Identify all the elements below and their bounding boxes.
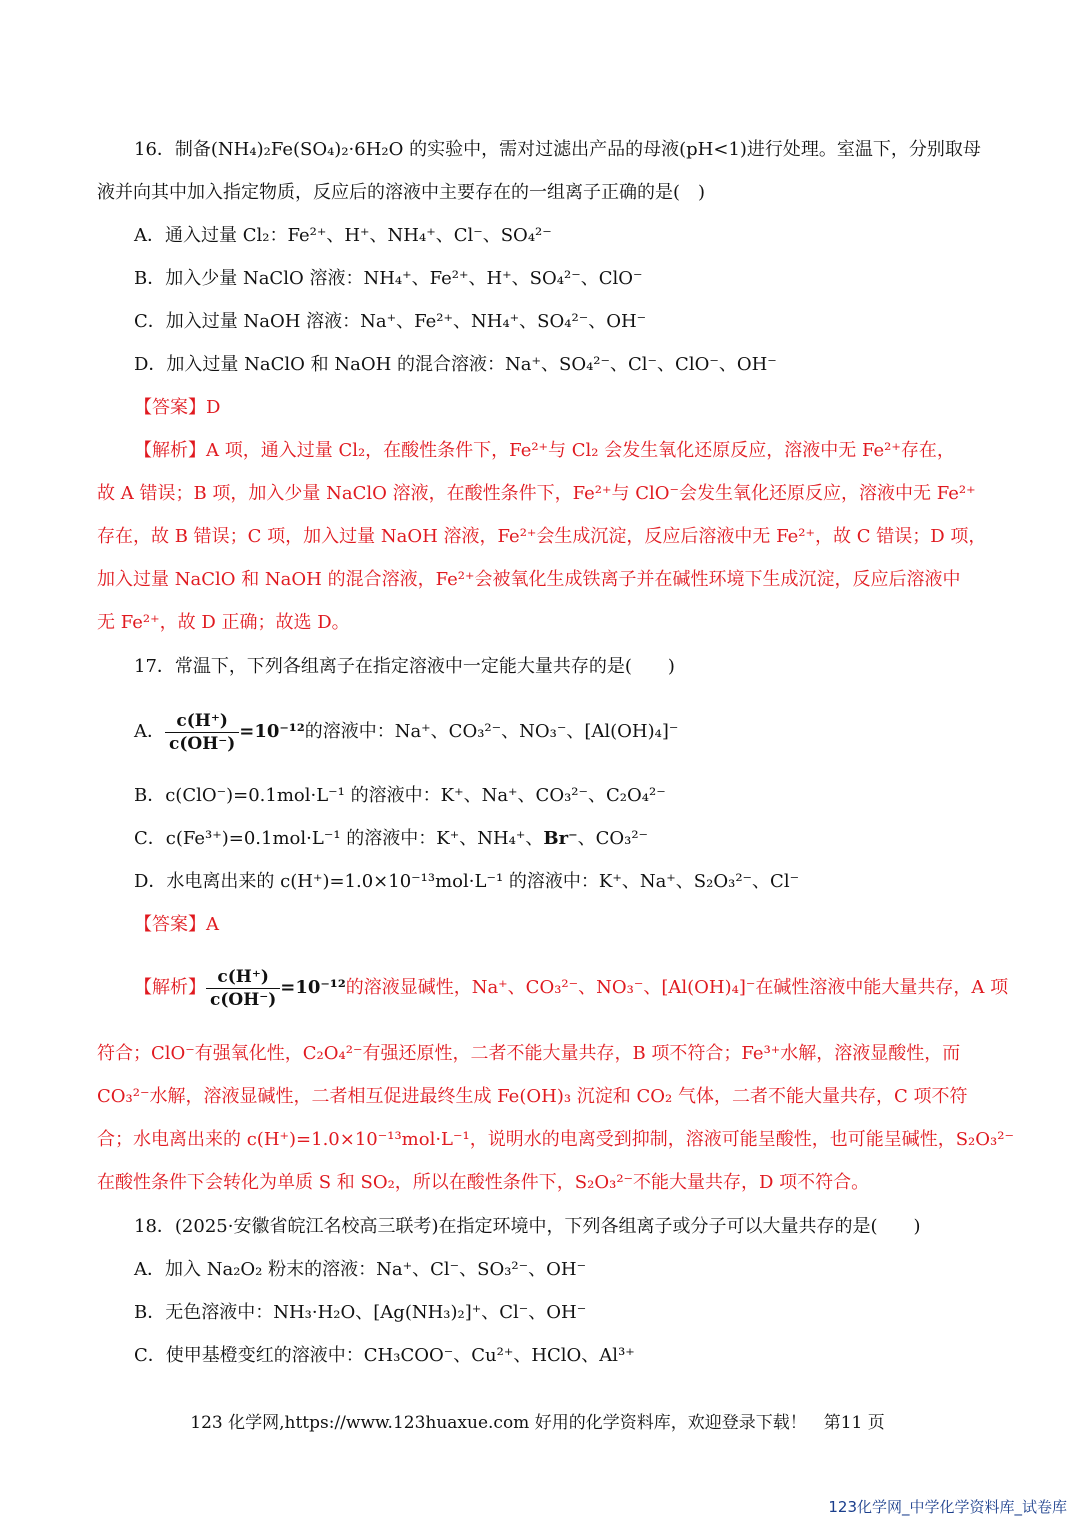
q17-explanation-line1-rest: 的溶液显碱性，Na⁺、CO₃²⁻、NO₃⁻、[Al(OH)₄]⁻在碱性溶液中能大量共存，A 项 — [345, 977, 1009, 998]
q18-option-a: A．加入 Na₂O₂ 粉末的溶液：Na⁺、Cl⁻、SO₃²⁻、OH⁻ — [134, 1259, 587, 1280]
q16-option-d: D．加入过量 NaClO 和 NaOH 的混合溶液：Na⁺、SO₄²⁻、Cl⁻、ClO⁻、OH⁻ — [134, 354, 777, 375]
q17-option-d: D．水电离出来的 c(H⁺)=1.0×10⁻¹³mol·L⁻¹ 的溶液中：K⁺、Na⁺、S₂O₃²⁻、Cl⁻ — [134, 871, 800, 892]
q17-option-c-pre: C．c(Fe³⁺)=0.1mol·L⁻¹ 的溶液中：K⁺、NH₄⁺、 — [134, 828, 544, 849]
fraction-denominator: c(OH⁻) — [169, 733, 236, 754]
fraction-equals: =10⁻¹² — [280, 977, 346, 998]
q16-stem-line2: 液并向其中加入指定物质，反应后的溶液中主要存在的一组离子正确的是( ) — [97, 182, 706, 203]
q16-explanation-line1: 【解析】A 项，通入过量 Cl₂，在酸性条件下，Fe²⁺与 Cl₂ 会发生氧化还原反应，溶液中无 Fe²⁺存在， — [134, 440, 955, 461]
q17-stem: 17．常温下，下列各组离子在指定溶液中一定能大量共存的是( ) — [134, 656, 675, 677]
q16-answer: 【答案】D — [134, 397, 221, 418]
q18-option-c: C．使甲基橙变红的溶液中：CH₃COO⁻、Cu²⁺、HClO、Al³⁺ — [134, 1345, 635, 1366]
q16-option-a: A．通入过量 Cl₂：Fe²⁺、H⁺、NH₄⁺、Cl⁻、SO₄²⁻ — [134, 225, 552, 246]
q16-explanation-line2: 故 A 错误；B 项，加入少量 NaClO 溶液，在酸性条件下，Fe²⁺与 ClO⁻会发生氧化还原反应，溶液中无 Fe²⁺ — [97, 483, 976, 504]
q17-explanation-line2: 符合；ClO⁻有强氧化性，C₂O₄²⁻有强还原性，二者不能大量共存，B 项不符合；Fe³⁺水解，溶液显酸性，而 — [97, 1043, 961, 1064]
q18-option-b: B．无色溶液中：NH₃·H₂O、[Ag(NH₃)₂]⁺、Cl⁻、OH⁻ — [134, 1302, 587, 1323]
q17-option-a-rest: 的溶液中：Na⁺、CO₃²⁻、NO₃⁻、[Al(OH)₄]⁻ — [304, 721, 679, 742]
q18-stem: 18．(2025·安徽省皖江名校高三联考)在指定环境中，下列各组离子或分子可以大量共存的是( ) — [134, 1216, 921, 1237]
q17-explanation-line3: CO₃²⁻水解，溶液显碱性，二者相互促进最终生成 Fe(OH)₃ 沉淀和 CO₂ 气体，二者不能大量共存，C 项不符 — [97, 1086, 968, 1107]
q16-explanation-line5: 无 Fe²⁺，故 D 正确；故选 D。 — [97, 612, 350, 633]
q16-explanation-line4: 加入过量 NaClO 和 NaOH 的混合溶液，Fe²⁺会被氧化生成铁离子并在碱性环境下生成沉淀，反应后溶液中 — [97, 569, 961, 590]
q17-explanation-line5: 在酸性条件下会转化为单质 S 和 SO₂，所以在酸性条件下，S₂O₃²⁻不能大量共存，D 项不符合。 — [97, 1172, 870, 1193]
q16-option-b: B．加入少量 NaClO 溶液：NH₄⁺、Fe²⁺、H⁺、SO₄²⁻、ClO⁻ — [134, 268, 643, 289]
fraction-denominator: c(OH⁻) — [210, 989, 277, 1010]
q17-explanation-label: 【解析】 — [134, 977, 206, 998]
q17-option-a-label: A． — [134, 721, 165, 742]
bromide-ion: Br⁻ — [543, 828, 578, 849]
fraction-numerator: c(H⁺) — [206, 966, 280, 989]
page-footer: 123 化学网,https://www.123huaxue.com 好用的化学资料库，欢迎登录下载！ 第11 页 — [190, 1413, 885, 1433]
q17-option-a — [134, 700, 678, 764]
q16-option-c: C．加入过量 NaOH 溶液：Na⁺、Fe²⁺、NH₄⁺、SO₄²⁻、OH⁻ — [134, 311, 647, 332]
q17-answer: 【答案】A — [134, 914, 219, 935]
q16-stem-line1: 16．制备(NH₄)₂Fe(SO₄)₂·6H₂O 的实验中，需对过滤出产品的母液(pH<1)进行处理。室温下，分别取母 — [134, 139, 981, 160]
q17-option-c-post: 、CO₃²⁻ — [577, 828, 649, 849]
q17-option-c — [134, 827, 648, 851]
site-watermark: 123化学网_中学化学资料库_试卷库 — [828, 1498, 1067, 1516]
fraction-numerator: c(H⁺) — [165, 710, 239, 733]
q17-explanation-line1 — [134, 956, 1008, 1020]
ratio-fraction — [165, 710, 239, 755]
fraction-equals: =10⁻¹² — [239, 721, 305, 742]
q17-explanation-line4: 合；水电离出来的 c(H⁺)=1.0×10⁻¹³mol·L⁻¹，说明水的电离受到抑制，溶液可能呈酸性，也可能呈碱性，S₂O₃²⁻ — [97, 1129, 1014, 1150]
ratio-fraction-explanation — [206, 966, 280, 1011]
q17-option-b: B．c(ClO⁻)=0.1mol·L⁻¹ 的溶液中：K⁺、Na⁺、CO₃²⁻、C₂O₄²⁻ — [134, 785, 666, 806]
q16-explanation-line3: 存在，故 B 错误；C 项，加入过量 NaOH 溶液，Fe²⁺会生成沉淀，反应后溶液中无 Fe²⁺，故 C 错误；D 项， — [97, 526, 987, 547]
